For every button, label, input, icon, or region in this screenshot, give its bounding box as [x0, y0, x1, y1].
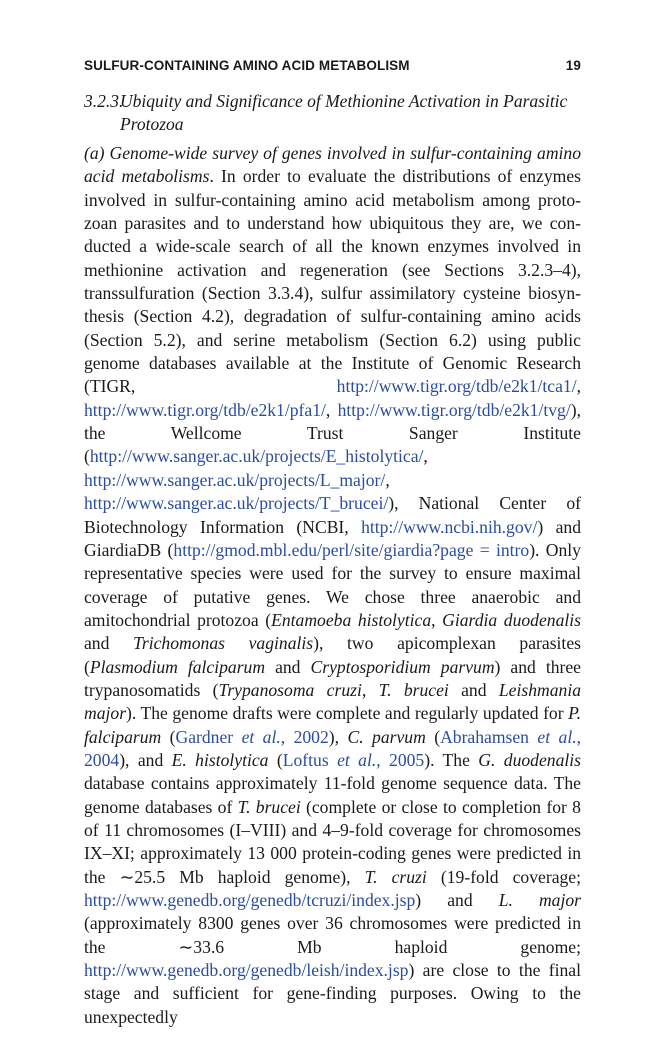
link-genedb-leish[interactable]: http://www.genedb.org/genedb/leish/index.jsp [84, 960, 409, 981]
section-title: Ubiquity and Significance of Methionine Activation in Parasitic Protozoa [120, 91, 568, 134]
running-header [84, 58, 581, 73]
page-number: 19 [565, 58, 581, 73]
link-sanger-lmajor[interactable]: http://www.sanger.ac.uk/projects/L_major/ [84, 469, 386, 490]
body-paragraph: (a) Genome-wide survey of genes involved in sulfur-containing amino acid metabolisms. In order to evaluate the distributions of enzymes involved in sulfur-containing amino acid metabolism among protozoan parasites and to understand how ubiquitous they are, we conducted a wide-scale search of all the known enzymes involved in methionine activation and regeneration (see Sections 3.2.3–4), transsulfuration (Section 3.3.4), sulfur assimilatory cysteine biosynthesis (Section 4.2), degradation of sulfur-containing amino acids (Section 5.2), and serine metabolism (Section 6.2) using public genome databases available at the Institute of Genomic Research (TIGR, http://www.tigr.org/tdb/e2k1/tca1/, http://www.tigr.org/tdb/e2k1/pfa1/, http://www.tigr.org/tdb/e2k1/tvg/), the Wellcome Trust Sanger Institute (http://www.sanger.ac.uk/projects/E_histolytica/, http://www.sanger.ac.uk/projects/L_major/, http://www.sanger.ac.uk/projects/T_brucei/), National Center of Biotechnology Information (NCBI, http://www.ncbi.nih.gov/) and GiardiaDB (http://gmod.mbl.edu/perl/site/giardia?page = intro). Only representative species were used for the survey to ensure maximal coverage of putative genes. We chose three anaerobic and amitochondrial protozoa (Entamoeba histolytica, Giardia duodenalis and Trichomonas vaginalis), two apicomplexan parasites (Plasmodium falciparum and Cryptosporidium parvum) and three trypanosomatids (Trypanosoma cruzi, T. brucei and Leishmania major). The genome drafts were complete and regularly updated for P. falciparum (Gardner et al., 2002), C. parvum (Abrahamsen et al., 2004), and E. histolytica (Loftus et al., 2005). The G. duodenalis database contains approximately 11-fold genome sequence data. The genome databases of T. brucei (complete or close to completion for 8 of 11 chromosomes (I–VIII) and 4–9-fold coverage for chromosomes IX–XI; approximately 13 000 protein-coding genes were predicted in the ∼25.5 Mb haploid genome), T. cruzi (19-fold coverage; http://www.genedb.org/genedb/tcruzi/index.jsp) and L. major (approximately 8300 genes over 36 chromosomes were predicted in the ∼33.6 Mb haploid genome; http://www.genedb.org/genedb/leish/index.jsp) are close to the final stage and sufficient for gene-finding purposes. Owing to the unexpectedly [84, 143, 582, 1027]
link-genedb-tcruzi[interactable]: http://www.genedb.org/genedb/tcruzi/index.jsp [84, 890, 416, 910]
subsection-label: (a) [84, 143, 105, 163]
link-sanger-ehistolytica[interactable]: http://www.sanger.ac.uk/projects/E_histolytica/ [89, 446, 424, 467]
running-title: SULFUR-CONTAINING AMINO ACID METABOLISM [84, 58, 410, 73]
link-tigr-pfa1[interactable]: http://www.tigr.org/tdb/e2k1/pfa1/ [84, 399, 326, 420]
citation-gardner-2002[interactable]: Gardner et al., 2002 [175, 726, 329, 747]
section-heading [84, 90, 581, 136]
citation-abrahamsen-2004[interactable]: Abrahamsen et al., 2004 [84, 726, 582, 770]
link-ncbi[interactable]: http://www.ncbi.nih.gov/ [361, 516, 538, 537]
subsection-heading: Genome-wide survey of genes involved in sulfur-containing amino acid metabolisms [84, 143, 582, 187]
document-page [84, 58, 581, 1047]
citation-loftus-2005[interactable]: Loftus et al., 2005 [282, 749, 425, 770]
link-tigr-tca1[interactable]: http://www.tigr.org/tdb/e2k1/tca1/ [336, 376, 577, 397]
link-giardiadb[interactable]: http://gmod.mbl.edu/perl/site/giardia?page = intro [173, 539, 530, 560]
link-sanger-tbrucei[interactable]: http://www.sanger.ac.uk/projects/T_brucei/ [84, 493, 389, 514]
link-tigr-tvg[interactable]: http://www.tigr.org/tdb/e2k1/tvg/ [337, 399, 571, 420]
section-number: 3.2.3. [84, 91, 124, 111]
